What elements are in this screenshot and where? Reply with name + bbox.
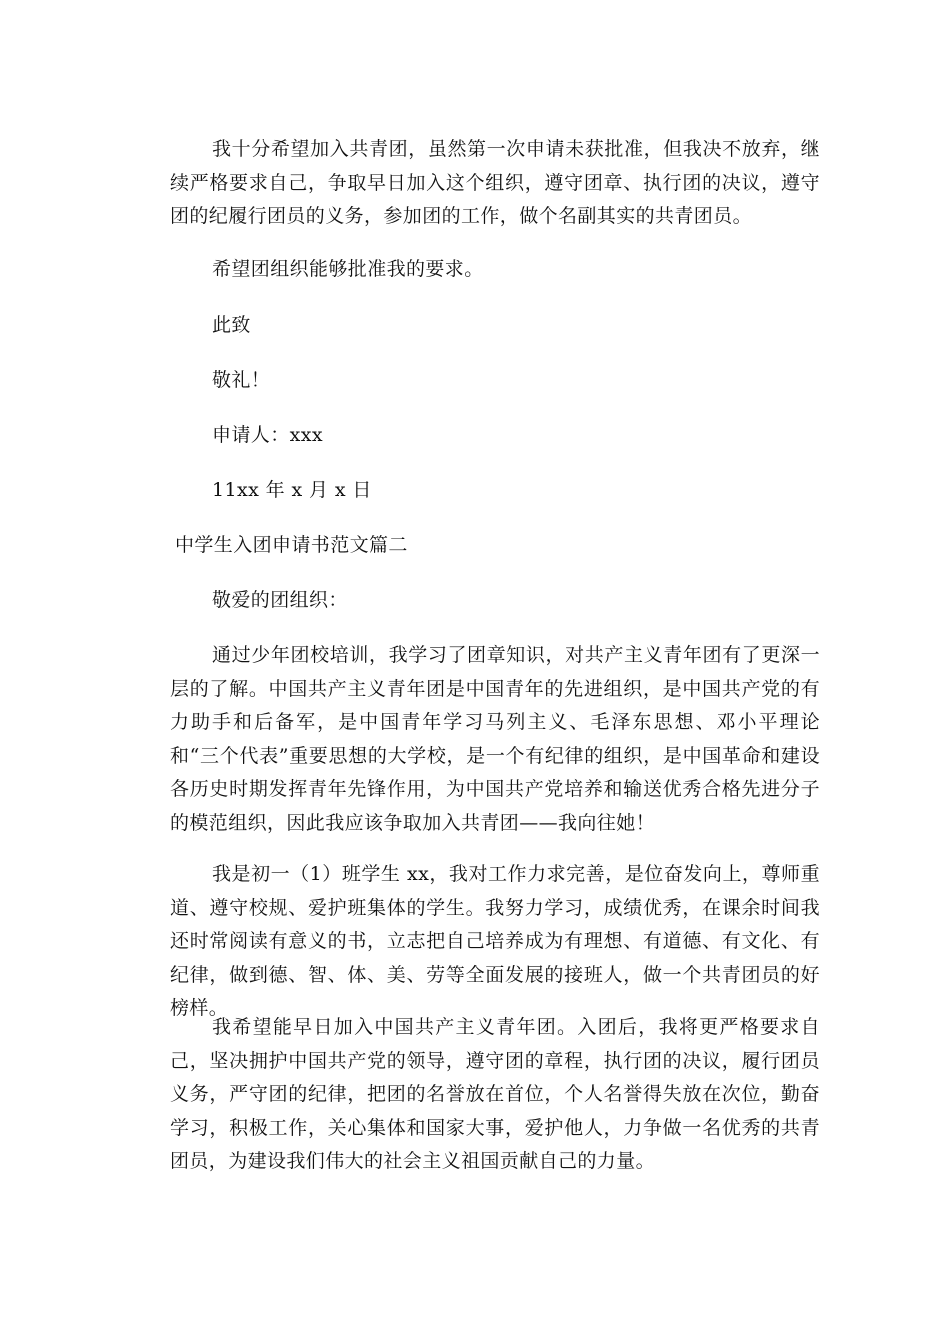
- body-paragraph-3: 我希望能早日加入中国共产主义青年团。入团后，我将更严格要求自己，坚决拥护中国共产党的领导，遵守团的章程，执行团的决议，履行团员义务，严守团的纪律，把团的名誉放在首位，个人名誉得失放在次位，勤奋学习，积极工作，关心集体和国家大事，爱护他人，力争做一名优秀的共青团员，为建设我们伟大的社会主义祖国贡献自己的力量。: [170, 1016, 820, 1172]
- applicant-signature: 申请人：xxx: [212, 424, 323, 446]
- closing-line-2: 敬礼！: [212, 369, 271, 391]
- section-title: 中学生入团申请书范文篇二: [175, 534, 408, 556]
- body-paragraph-2: 我是初一（1）班学生 xx，我对工作力求完善，是位奋发向上，尊师重道、遵守校规、爱护班集体的学生。我努力学习，成绩优秀，在课余时间我还时常阅读有意义的书，立志把自己培养成为有理想、有道德、有文化、有纪律，做到德、智、体、美、劳等全面发展的接班人，做一个共青团员的好榜样。: [170, 863, 820, 1019]
- application-date: 11xx 年 x 月 x 日: [212, 479, 372, 501]
- salutation: 敬爱的团组织：: [212, 589, 348, 611]
- paragraph-continue: 我十分希望加入共青团，虽然第一次申请未获批准，但我决不放弃，继续严格要求自己，争取早日加入这个组织，遵守团章、执行团的决议，遵守团的纪履行团员的义务，参加团的工作，做个名副其实的共青团员。: [170, 138, 820, 227]
- closing-line-1: 此致: [212, 314, 251, 336]
- body-paragraph-1: 通过少年团校培训，我学习了团章知识，对共产主义青年团有了更深一层的了解。中国共产主义青年团是中国青年的先进组织，是中国共产党的有力助手和后备军，是中国青年学习马列主义、毛泽东思想、邓小平理论和“三个代表”重要思想的大学校，是一个有纪律的组织，是中国革命和建设各历史时期发挥青年先锋作用，为中国共产党培养和输送优秀合格先进分子的模范组织，因此我应该争取加入共青团——我向往她！: [170, 644, 820, 834]
- hope-line: 希望团组织能够批准我的要求。: [212, 258, 484, 280]
